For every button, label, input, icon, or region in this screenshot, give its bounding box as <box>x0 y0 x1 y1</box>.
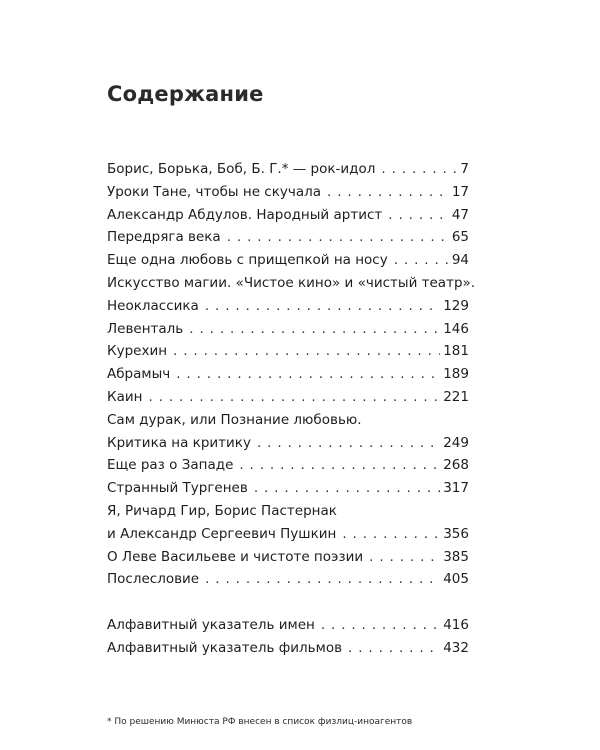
dot-leader <box>342 523 440 546</box>
toc-page-number: 385 <box>443 548 469 565</box>
index-entry-title: Алфавитный указатель фильмов <box>107 639 343 656</box>
toc-entry-title-line-1: Сам дурак, или Познание любовью. <box>107 411 362 428</box>
toc-entry <box>107 546 469 569</box>
toc-page-number: 129 <box>443 297 469 314</box>
toc-page-number: 249 <box>443 434 469 451</box>
toc-entry <box>107 318 469 341</box>
toc-entry <box>107 386 469 409</box>
dot-leader <box>239 454 440 477</box>
toc-page-number: 221 <box>443 388 469 405</box>
toc-entry <box>107 454 469 477</box>
dot-leader <box>348 637 440 660</box>
toc-entry-title: Каин <box>107 388 143 405</box>
toc-entry-title-line-2: Критика на критику <box>107 434 251 451</box>
toc-entry-title: Левенталь <box>107 320 184 337</box>
index-entry <box>107 614 469 637</box>
dot-leader <box>327 181 449 204</box>
toc-entry <box>107 568 469 591</box>
footnote: * По решению Минюста РФ внесен в список физлиц-иноагентов <box>107 717 413 727</box>
toc-entry <box>107 363 469 386</box>
toc-page-number: 17 <box>451 183 469 200</box>
toc-entry <box>107 249 469 272</box>
toc-entry <box>107 181 469 204</box>
dot-leader <box>394 249 449 272</box>
toc-entry-title: Борис, Борька, Боб, Б. Г.* — рок-идол <box>107 161 376 177</box>
toc-page-number: 268 <box>443 457 469 474</box>
dot-leader <box>257 432 440 455</box>
toc-page-number: 189 <box>443 366 469 383</box>
toc-entry <box>107 204 469 227</box>
index-page-number: 432 <box>443 639 469 656</box>
dot-leader <box>176 363 440 386</box>
toc-entry-title: Еще раз о Западе <box>107 457 234 474</box>
dot-leader <box>381 158 457 181</box>
toc-page-number: 181 <box>443 343 469 360</box>
toc-entry <box>107 500 469 546</box>
toc-entry <box>107 340 469 363</box>
toc-page-number: 7 <box>460 161 469 177</box>
toc-entry-title-line-2: и Александр Сергеевич Пушкин <box>107 525 337 542</box>
dot-leader <box>205 295 440 318</box>
dot-leader <box>148 386 440 409</box>
toc-entry <box>107 477 469 500</box>
toc-entry <box>107 409 469 455</box>
toc-entry <box>107 158 469 181</box>
toc-page-number: 405 <box>443 571 469 588</box>
dot-leader <box>254 477 440 500</box>
toc-page-number: 317 <box>443 480 469 497</box>
toc-entry <box>107 272 476 318</box>
toc-entry-title: О Леве Васильеве и чистоте поэзии <box>107 548 364 565</box>
toc-page-number: 65 <box>451 229 469 246</box>
toc-entry-title-line-2: Неоклассика <box>107 297 199 314</box>
section-spacer <box>107 591 469 614</box>
toc-entry-title: Александр Абдулов. Народный артист <box>107 206 383 223</box>
dot-leader <box>388 204 449 227</box>
toc-entry-title: Абрамыч <box>107 366 171 383</box>
toc-entry-title: Еще одна любовь с прищепкой на носу <box>107 252 388 269</box>
toc-entry-title: Уроки Тане, чтобы не скучала <box>107 183 322 200</box>
dot-leader <box>205 568 440 591</box>
toc-page-number: 356 <box>443 525 469 542</box>
dot-leader <box>227 226 449 249</box>
index-page-number: 416 <box>443 617 469 634</box>
dot-leader <box>173 340 440 363</box>
toc-entry-title: Странный Тургенев <box>107 480 248 497</box>
dot-leader <box>369 546 440 569</box>
toc-entry-title: Передряга века <box>107 229 221 246</box>
toc-page-number: 47 <box>451 206 469 223</box>
dot-leader <box>189 318 440 341</box>
toc-entry <box>107 226 469 249</box>
table-of-contents <box>107 158 476 660</box>
dot-leader <box>321 614 440 637</box>
toc-entry-title-line-1: Я, Ричард Гир, Борис Пастернак <box>107 502 337 519</box>
toc-entry-title-line-1: Искусство магии. «Чистое кино» и «чистый театр». <box>107 274 476 291</box>
page-title: Содержание <box>107 82 264 106</box>
toc-entry-title: Послесловие <box>107 571 200 588</box>
index-entry <box>107 637 469 660</box>
toc-page-number: 94 <box>451 252 469 269</box>
index-entry-title: Алфавитный указатель имен <box>107 617 315 634</box>
toc-entry-title: Курехин <box>107 343 168 360</box>
toc-page-number: 146 <box>443 320 469 337</box>
